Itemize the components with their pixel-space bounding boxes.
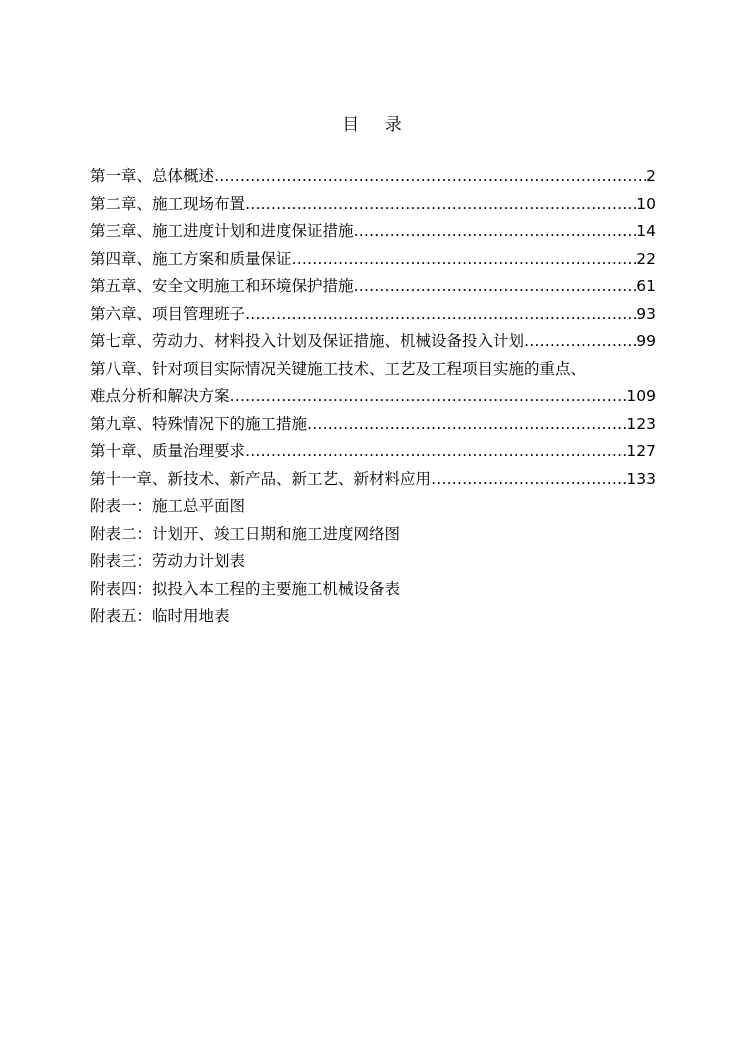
toc-dot-leader: [292, 250, 637, 268]
toc-entry-label: 第一章、总体概述: [90, 167, 215, 185]
toc-dot-leader: [245, 442, 626, 460]
table-of-contents: [90, 164, 656, 632]
toc-entry-label: 难点分析和解决方案: [90, 387, 230, 405]
appendix-label: 附表四：拟投入本工程的主要施工机械设备表: [90, 579, 401, 598]
toc-page-number: 109: [626, 387, 656, 405]
appendix-label: 附表二：计划开、竣工日期和施工进度网络图: [90, 524, 401, 543]
appendix-entry-3[interactable]: [90, 549, 656, 577]
toc-dot-leader: [307, 415, 626, 433]
appendix-label: 附表三：劳动力计划表: [90, 552, 246, 570]
toc-dot-leader: [214, 167, 646, 185]
toc-entry-chapter-2[interactable]: [90, 192, 656, 220]
toc-entry-chapter-8-line-1[interactable]: [90, 357, 656, 385]
toc-entry-chapter-5[interactable]: [90, 274, 656, 302]
toc-page-number: 2: [646, 167, 656, 185]
appendix-entry-4[interactable]: [90, 577, 656, 605]
toc-entry-chapter-4[interactable]: [90, 247, 656, 275]
toc-entry-label: 第二章、施工现场布置: [90, 194, 246, 213]
appendix-label: 附表一：施工总平面图: [90, 497, 246, 515]
toc-dot-leader: [354, 222, 637, 240]
toc-entry-label: 第四章、施工方案和质量保证: [90, 249, 292, 268]
toc-page-number: 14: [636, 222, 656, 240]
toc-entry-label: 第十章、质量治理要求: [90, 442, 246, 460]
toc-entry-chapter-3[interactable]: [90, 219, 656, 247]
toc-page-number: 22: [636, 249, 656, 268]
toc-entry-chapter-11[interactable]: [90, 467, 656, 495]
toc-dot-leader: [431, 470, 626, 488]
toc-entry-label: 第三章、施工进度计划和进度保证措施: [90, 222, 354, 240]
toc-dot-leader: [245, 195, 636, 213]
toc-entry-label: 第六章、项目管理班子: [90, 304, 246, 323]
appendix-entry-1[interactable]: [90, 494, 656, 522]
toc-entry-label: 第八章、针对项目实际情况关键施工技术、工艺及工程项目实施的重点、: [90, 359, 587, 378]
toc-entry-label: 第九章、特殊情况下的施工措施: [90, 414, 308, 433]
toc-page-number: 133: [626, 469, 656, 488]
toc-title: 目 录: [342, 115, 412, 135]
toc-entry-label: 第七章、劳动力、材料投入计划及保证措施、机械设备投入计划: [90, 332, 525, 350]
toc-entry-chapter-7[interactable]: [90, 329, 656, 357]
appendix-entry-5[interactable]: [90, 604, 656, 632]
toc-page-number: 99: [636, 332, 656, 350]
toc-page-number: 127: [626, 442, 656, 460]
toc-page-number: 61: [636, 277, 656, 295]
toc-entry-chapter-6[interactable]: [90, 302, 656, 330]
toc-dot-leader: [524, 332, 636, 350]
toc-entry-chapter-1[interactable]: [90, 164, 656, 192]
toc-dot-leader: [230, 387, 627, 405]
toc-entry-chapter-8-line-2[interactable]: [90, 384, 656, 412]
appendix-entry-2[interactable]: [90, 522, 656, 550]
toc-page-number: 93: [636, 304, 656, 323]
toc-dot-leader: [354, 277, 637, 295]
toc-entry-label: 第五章、安全文明施工和环境保护措施: [90, 277, 354, 295]
toc-page-number: 123: [626, 414, 656, 433]
appendix-label: 附表五：临时用地表: [90, 607, 230, 625]
toc-page-number: 10: [636, 194, 656, 213]
toc-dot-leader: [245, 305, 636, 323]
toc-entry-chapter-10[interactable]: [90, 439, 656, 467]
toc-entry-chapter-9[interactable]: [90, 412, 656, 440]
toc-entry-label: 第十一章、新技术、新产品、新工艺、新材料应用: [90, 469, 432, 488]
